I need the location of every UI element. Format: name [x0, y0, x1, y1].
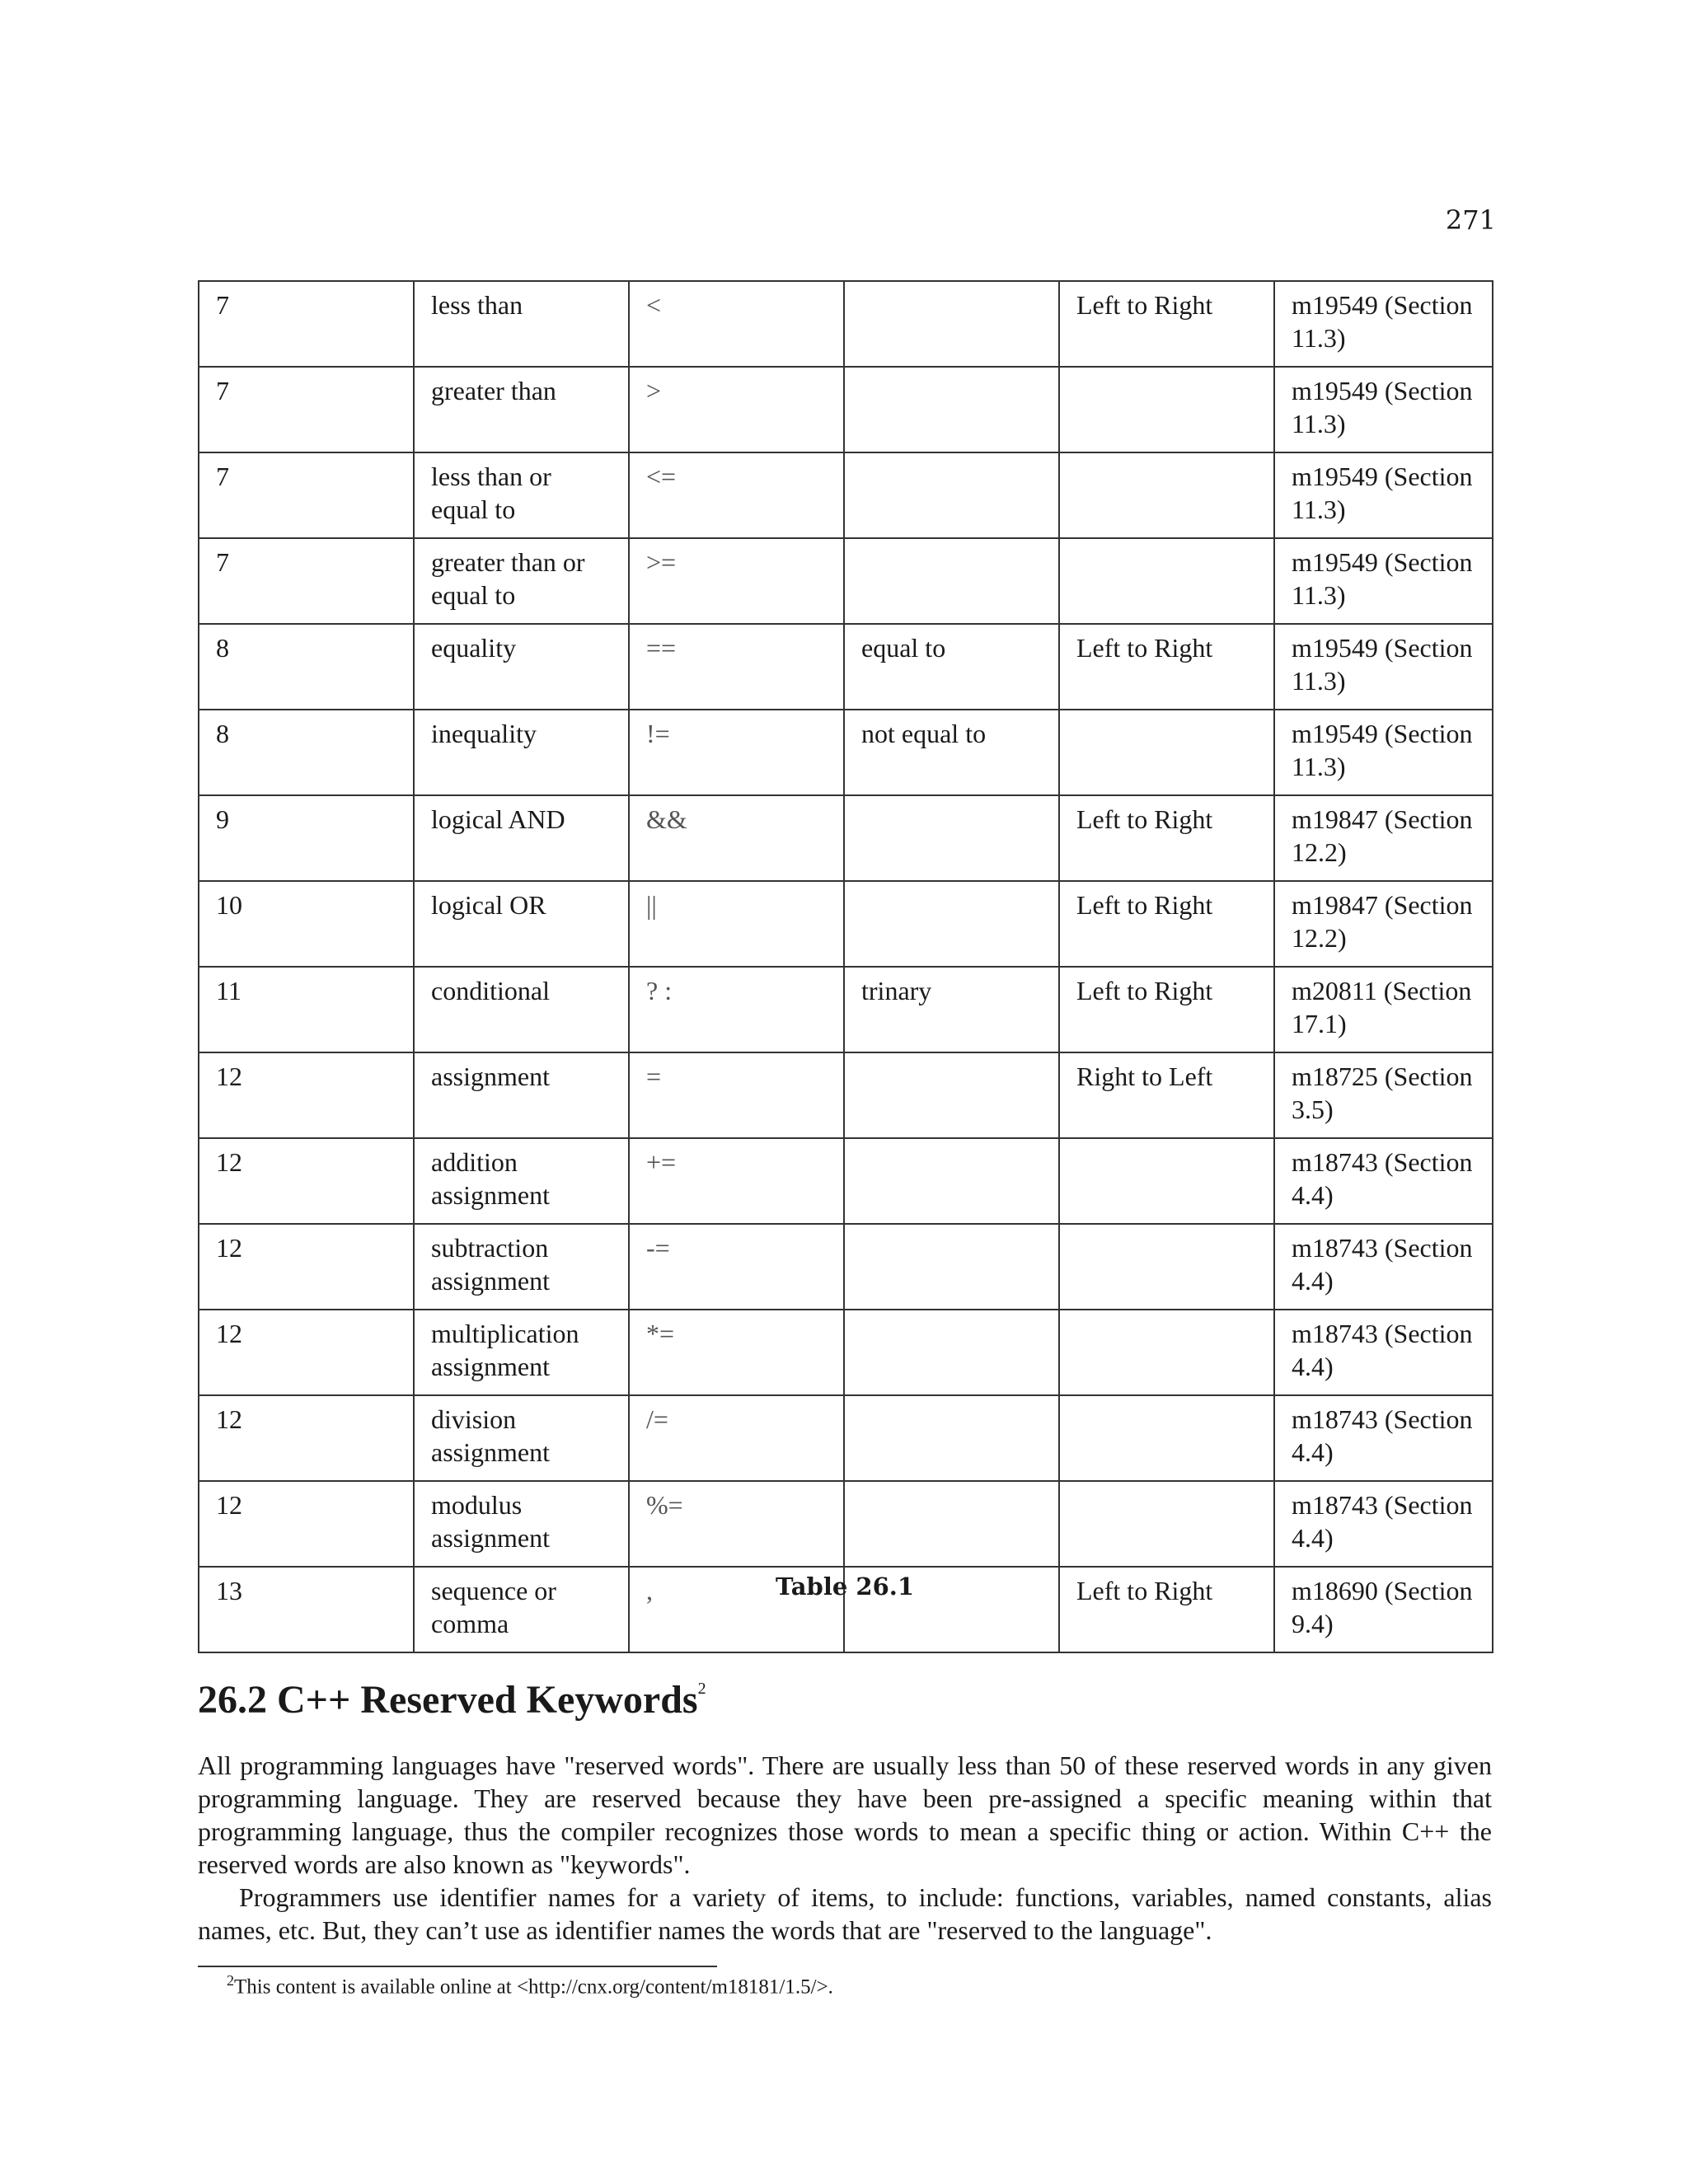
cell-operator-symbol: < [629, 281, 844, 367]
cell-associativity [1059, 367, 1274, 452]
cell-alt-name [844, 281, 1059, 367]
cell-reference: m19549 (Section 11.3) [1274, 367, 1493, 452]
cell-alt-name [844, 795, 1059, 881]
table-row [199, 452, 1493, 538]
page-number: 271 [1445, 204, 1496, 236]
cell-reference: m18743 (Section 4.4) [1274, 1138, 1493, 1224]
table-row [199, 710, 1493, 795]
cell-operator-symbol: <= [629, 452, 844, 538]
cell-operator-symbol: > [629, 367, 844, 452]
cell-operator-name: assignment [414, 1052, 629, 1138]
cell-reference: m19549 (Section 11.3) [1274, 538, 1493, 624]
table-row [199, 1395, 1493, 1481]
cell-operator-name: addition assignment [414, 1138, 629, 1224]
cell-associativity [1059, 1310, 1274, 1395]
table-row [199, 281, 1493, 367]
cell-associativity: Left to Right [1059, 795, 1274, 881]
cell-operator-symbol: *= [629, 1310, 844, 1395]
cell-associativity: Right to Left [1059, 1052, 1274, 1138]
cell-precedence: 12 [199, 1310, 414, 1395]
operator-precedence-table [198, 280, 1493, 1653]
table-row [199, 1052, 1493, 1138]
cell-alt-name [844, 367, 1059, 452]
table-row [199, 1310, 1493, 1395]
cell-associativity [1059, 452, 1274, 538]
cell-precedence: 10 [199, 881, 414, 967]
cell-precedence: 7 [199, 281, 414, 367]
cell-precedence: 12 [199, 1395, 414, 1481]
cell-alt-name [844, 538, 1059, 624]
table-row [199, 367, 1493, 452]
cell-operator-name: logical AND [414, 795, 629, 881]
cell-precedence: 7 [199, 367, 414, 452]
cell-reference: m18725 (Section 3.5) [1274, 1052, 1493, 1138]
table-row [199, 795, 1493, 881]
cell-operator-symbol: && [629, 795, 844, 881]
cell-precedence: 7 [199, 452, 414, 538]
cell-alt-name: equal to [844, 624, 1059, 710]
cell-alt-name [844, 1138, 1059, 1224]
table-row [199, 1481, 1493, 1567]
cell-precedence: 12 [199, 1052, 414, 1138]
cell-alt-name: not equal to [844, 710, 1059, 795]
cell-reference: m19549 (Section 11.3) [1274, 624, 1493, 710]
cell-operator-symbol: ? : [629, 967, 844, 1052]
cell-operator-symbol: == [629, 624, 844, 710]
cell-precedence: 9 [199, 795, 414, 881]
cell-operator-name: logical OR [414, 881, 629, 967]
cell-operator-symbol: -= [629, 1224, 844, 1310]
cell-precedence: 11 [199, 967, 414, 1052]
cell-operator-symbol: != [629, 710, 844, 795]
cell-associativity [1059, 710, 1274, 795]
cell-operator-name: less than [414, 281, 629, 367]
cell-reference: m19549 (Section 11.3) [1274, 710, 1493, 795]
cell-associativity [1059, 1138, 1274, 1224]
cell-reference: m19847 (Section 12.2) [1274, 881, 1493, 967]
table-row [199, 967, 1493, 1052]
cell-associativity [1059, 1481, 1274, 1567]
cell-operator-symbol: %= [629, 1481, 844, 1567]
footnote [227, 1972, 833, 1999]
section-heading-text: 26.2 C++ Reserved Keywords [198, 1678, 698, 1722]
cell-reference: m18743 (Section 4.4) [1274, 1310, 1493, 1395]
paragraph-2: Programmers use identifier names for a variety of items, to include: functions, variables, named constants, alias names, etc. But, they can’t use as identifier names the words that are "reserved to the language". [198, 1882, 1492, 1945]
cell-operator-name: subtraction assignment [414, 1224, 629, 1310]
cell-operator-name: greater than or equal to [414, 538, 629, 624]
footnote-text: This content is available online at <http://cnx.org/content/m18181/1.5/>. [234, 1975, 833, 1999]
cell-alt-name: trinary [844, 967, 1059, 1052]
cell-precedence: 8 [199, 624, 414, 710]
cell-alt-name [844, 1052, 1059, 1138]
cell-precedence: 8 [199, 710, 414, 795]
cell-reference: m18743 (Section 4.4) [1274, 1395, 1493, 1481]
paragraph-1: All programming languages have "reserved words". There are usually less than 50 of these reserved words in any given programming language. They are reserved because they have been pre-assigned a specific meaning within that programming language, thus the compiler recognizes those words to mean a specific thing or action. Within C++ the reserved words are also known as "keywords". [198, 1750, 1492, 1879]
cell-operator-symbol: += [629, 1138, 844, 1224]
cell-operator-symbol: = [629, 1052, 844, 1138]
table-row [199, 881, 1493, 967]
cell-alt-name [844, 1310, 1059, 1395]
cell-precedence: 12 [199, 1481, 414, 1567]
cell-reference: m18690 (Section 9.4) [1274, 1567, 1493, 1652]
cell-alt-name [844, 881, 1059, 967]
cell-associativity [1059, 1224, 1274, 1310]
cell-reference: m20811 (Section 17.1) [1274, 967, 1493, 1052]
cell-operator-name: less than or equal to [414, 452, 629, 538]
cell-operator-name: division assignment [414, 1395, 629, 1481]
table-row [199, 1138, 1493, 1224]
cell-operator-symbol: || [629, 881, 844, 967]
cell-operator-symbol: , [629, 1567, 844, 1652]
cell-operator-name: multiplication assignment [414, 1310, 629, 1395]
cell-operator-symbol: /= [629, 1395, 844, 1481]
table-body [199, 281, 1493, 1652]
section-body [198, 1749, 1492, 1947]
cell-alt-name [844, 1481, 1059, 1567]
table-row [199, 538, 1493, 624]
cell-precedence: 12 [199, 1138, 414, 1224]
footnote-reference[interactable]: 2 [697, 1680, 706, 1698]
section-heading [198, 1677, 706, 1722]
cell-associativity [1059, 538, 1274, 624]
footnote-mark: 2 [227, 1972, 234, 1989]
cell-operator-name: conditional [414, 967, 629, 1052]
cell-precedence: 12 [199, 1224, 414, 1310]
cell-precedence: 7 [199, 538, 414, 624]
cell-reference: m18743 (Section 4.4) [1274, 1481, 1493, 1567]
cell-operator-symbol: >= [629, 538, 844, 624]
cell-alt-name [844, 1395, 1059, 1481]
cell-alt-name [844, 1224, 1059, 1310]
cell-reference: m19549 (Section 11.3) [1274, 452, 1493, 538]
cell-precedence: 13 [199, 1567, 414, 1652]
cell-associativity: Left to Right [1059, 281, 1274, 367]
cell-operator-name: sequence or comma [414, 1567, 629, 1652]
table-row [199, 1224, 1493, 1310]
cell-associativity: Left to Right [1059, 967, 1274, 1052]
cell-operator-name: greater than [414, 367, 629, 452]
cell-operator-name: equality [414, 624, 629, 710]
cell-reference: m19847 (Section 12.2) [1274, 795, 1493, 881]
cell-reference: m18743 (Section 4.4) [1274, 1224, 1493, 1310]
cell-operator-name: modulus assignment [414, 1481, 629, 1567]
cell-associativity: Left to Right [1059, 1567, 1274, 1652]
table-row [199, 624, 1493, 710]
cell-operator-name: inequality [414, 710, 629, 795]
cell-associativity: Left to Right [1059, 881, 1274, 967]
cell-alt-name [844, 452, 1059, 538]
cell-reference: m19549 (Section 11.3) [1274, 281, 1493, 367]
table-caption: Table 26.1 [775, 1572, 915, 1601]
cell-associativity [1059, 1395, 1274, 1481]
cell-associativity: Left to Right [1059, 624, 1274, 710]
footnote-divider [198, 1966, 717, 1967]
